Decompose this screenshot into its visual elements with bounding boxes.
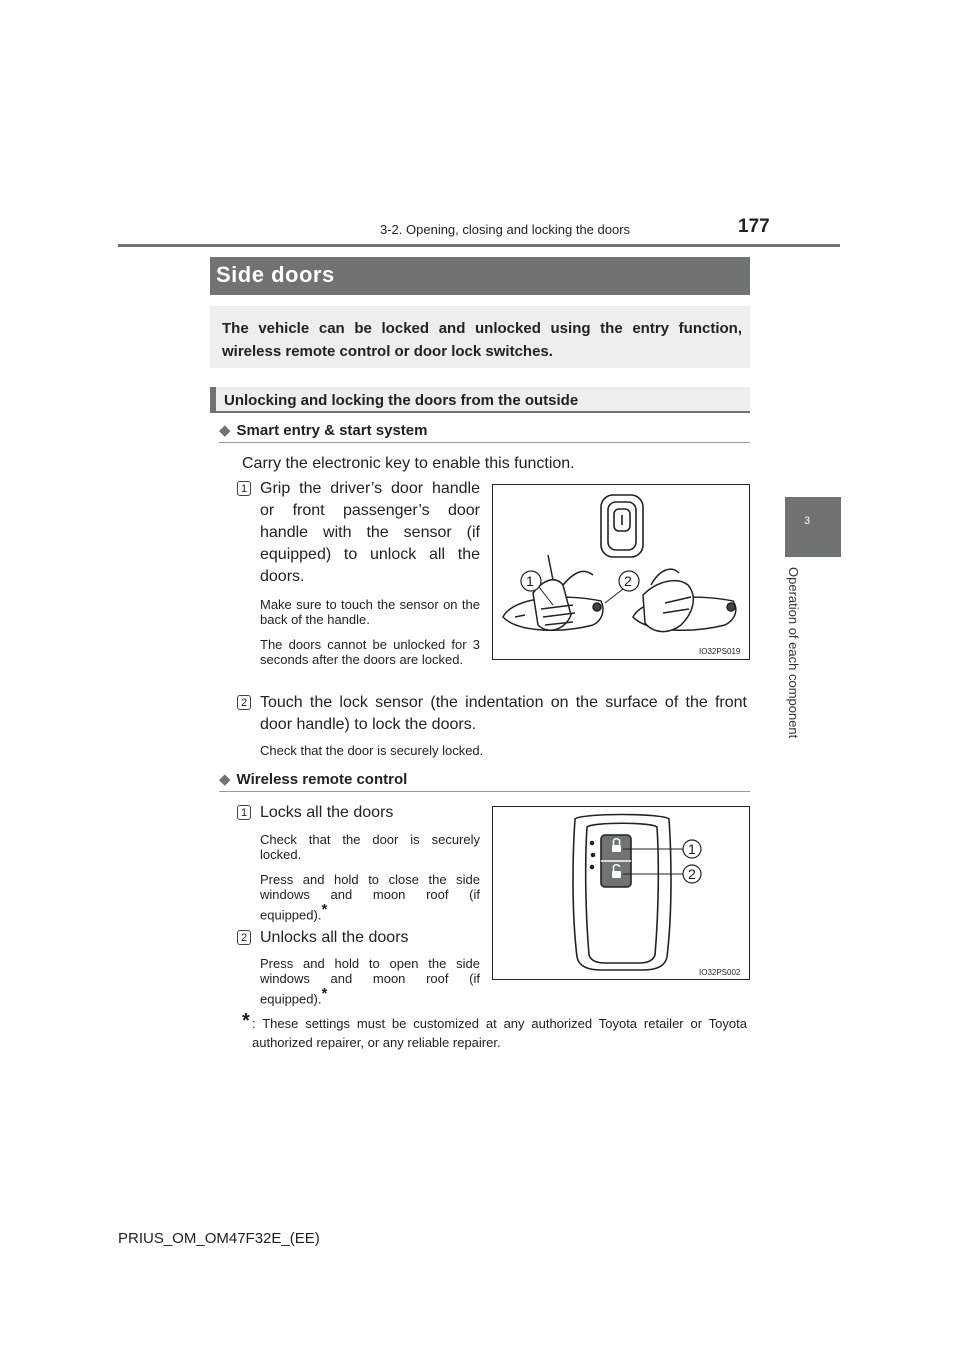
wireless-heading [219,770,407,788]
diamond-icon: ◆ [219,771,231,788]
chapter-label [786,567,800,757]
chapter-number: 3 [803,515,811,527]
chapter-label-text: Operation of each component [786,567,801,739]
footnote-text: : These settings must be customized at any authorized Toyota retailer or Toyota authorized repairer, or any reliable repairer. [252,1016,747,1050]
subsection-title: Unlocking and locking the doors from the outside [224,392,579,409]
chapter-tab [785,497,841,557]
figure1-callout-2: 2 [624,573,632,589]
key-fob-icon [601,495,643,557]
diamond-icon: ◆ [219,422,231,439]
smart-entry-lead: Carry the electronic key to enable this function. [242,455,575,472]
page-number: 177 [738,216,770,237]
smart-entry-heading-text: Smart entry & start system [236,422,428,439]
section-title: 3-2. Opening, closing and locking the doors [380,222,631,237]
wireless-step2-note [260,956,480,1006]
page-title: Side doors [216,262,335,287]
remote-figure [492,806,750,980]
footnote-mark: * [242,1010,250,1032]
wireless-step2-text: Unlocks all the doors [260,929,409,946]
wireless-heading-text: Wireless remote control [236,771,408,788]
smart-entry-step2-note: Check that the door is securely locked. [260,743,484,758]
wireless-step1-text: Locks all the doors [260,804,394,821]
driver-door-handle-icon [503,555,603,630]
wireless-rule [219,791,750,792]
smart-entry-step2-text: Touch the lock sensor (the indentation on the surface of the front door handle) to lock the doors. [260,694,747,733]
figure2-callout-1: 1 [688,841,696,857]
step-number-badge: 1 [237,481,251,496]
footnote [242,1010,747,1052]
wireless-step1-note1: Check that the door is securely locked. [260,832,480,862]
smart-entry-rule [219,442,750,443]
wireless-step2-note-text: Press and hold to open the side windows and moon roof (if equipped). [260,956,480,1007]
callout-2-leader [605,589,623,603]
footnote-star: * [321,901,328,918]
remote-illustration [493,807,749,979]
figure1-callout-1: 1 [526,573,534,589]
smart-entry-step1-text: Grip the driver’s door handle or front passenger’s door handle with the sensor (if equipped) to unlock all the doors. [260,480,480,585]
intro-text: The vehicle can be locked and unlocked using the entry function, wireless remote control or door lock switches. [222,320,742,360]
figure2-code: IO32PS002 [699,968,741,977]
remote-key-icon [573,815,671,971]
figure1-code: IO32PS019 [699,647,741,656]
document-code: PRIUS_OM_OM47F32E_(EE) [118,1230,320,1247]
footnote-star: * [321,985,328,1002]
step-number-badge: 2 [237,930,251,945]
door-handle-figure [492,484,750,660]
door-handle-illustration [493,485,749,659]
figure2-callout-2: 2 [688,866,696,882]
wireless-step1-note2-text: Press and hold to close the side windows and moon roof (if equipped). [260,872,480,923]
smart-entry-step1-note1: Make sure to touch the sensor on the back of the handle. [260,597,480,627]
subsection-accent [210,387,216,413]
passenger-door-handle-icon [633,569,736,631]
smart-entry-heading [219,421,427,439]
step-number-badge: 1 [237,805,251,820]
step-number-badge: 2 [237,695,251,710]
header-rule [118,244,840,247]
wireless-step1-note2 [260,872,480,922]
smart-entry-step1-note2: The doors cannot be unlocked for 3 seconds after the doors are locked. [260,637,480,667]
